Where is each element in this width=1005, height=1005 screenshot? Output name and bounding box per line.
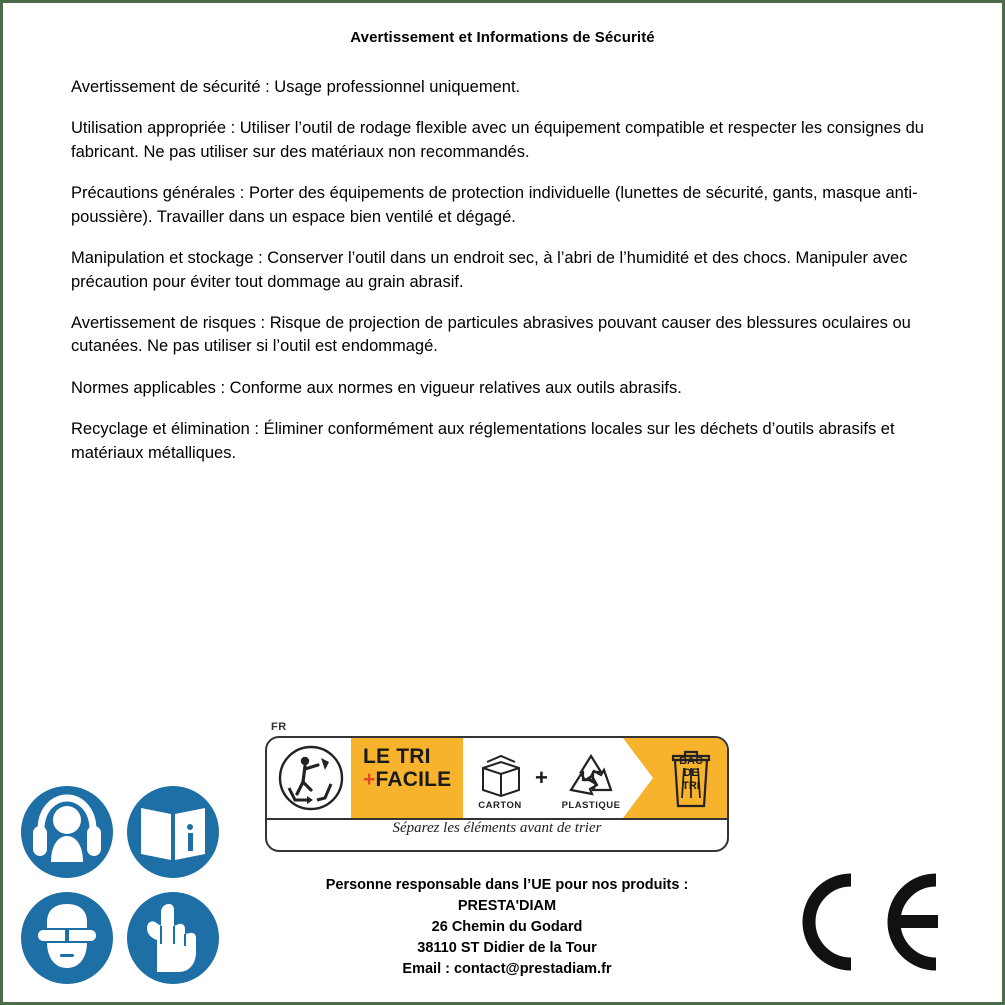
responsible-ue: UE <box>531 877 552 893</box>
bin-label <box>663 755 719 792</box>
responsible-lead-before: Personne responsable dans l’ <box>325 877 532 893</box>
eye-protection-icon <box>21 892 113 984</box>
paragraph: Utilisation appropriée : Utiliser l’outil de rodage flexible avec un équipement compatible et respecter les consignes du fabricant. Ne pas utiliser sur des matériaux non recommandés. <box>71 119 924 161</box>
ce-marking-icon <box>794 870 944 974</box>
pictogram-group <box>19 786 225 986</box>
recycling-label <box>265 721 727 849</box>
paragraph: Précautions générales : Porter des équipements de protection individuelle (lunettes de sécurité, gants, masque anti-poussière). Travailler dans un espace bien ventilé et dégagé. <box>71 184 918 226</box>
company-name: PRESTA'DIAM <box>457 898 557 915</box>
page-title: Avertissement et Informations de Sécurité <box>350 29 655 46</box>
bin-label-line1: BAC <box>679 755 703 767</box>
tri-slogan-small: Séparez les éléments avant de trier <box>392 820 602 836</box>
letri-plus: + <box>363 767 376 791</box>
letri-line2: FACILE <box>375 767 452 791</box>
letri-line1: LE TRI <box>363 745 431 768</box>
responsible-person-block <box>203 875 811 980</box>
address-line-2: 38110 ST Didier de la Tour <box>417 940 597 957</box>
paragraph: Normes applicables : Conforme aux normes en vigueur relatives aux outils abrasifs. <box>71 378 682 397</box>
paragraph: Manipulation et stockage : Conserver l’outil dans un endroit sec, à l’abri de l’humidité et des chocs. Manipuler avec précaution pour éviter tout dommage au grain abrasif. <box>71 249 908 291</box>
contact-email: Email : contact@prestadiam.fr <box>402 961 612 978</box>
safety-text-body <box>3 46 1002 465</box>
carton-label: CARTON <box>478 800 522 811</box>
triman-icon <box>273 744 349 814</box>
bin-label-line3: TRI <box>682 779 700 792</box>
plastic-recycle-icon <box>563 750 619 798</box>
plus-separator: + <box>535 765 548 790</box>
responsible-lead-after: pour nos produits : <box>551 877 689 893</box>
read-manual-icon <box>127 786 219 878</box>
paragraph: Avertissement de risques : Risque de projection de particules abrasives pouvant causer des blessures oculaires ou cutanées. Ne pas utiliser si l’outil est endommagé. <box>71 313 911 356</box>
paragraph: Recyclage et élimination : Éliminer conformément aux réglementations locales sur les déchets d’outils abrasifs et matériaux métalliques. <box>71 420 895 462</box>
plastique-label: PLASTIQUE <box>561 800 621 811</box>
tri-label-box <box>265 736 729 852</box>
tri-slogan-big <box>363 746 459 791</box>
address-line-1: 26 Chemin du Godard <box>431 919 583 936</box>
carton-box-icon <box>473 748 529 798</box>
bin-label-line2: DE <box>683 767 699 780</box>
country-code-label: FR <box>271 721 287 733</box>
ear-protection-icon <box>21 786 113 878</box>
paragraph: Avertissement de sécurité : Usage professionnel uniquement. <box>71 78 521 96</box>
tri-arrow-shape <box>623 738 653 818</box>
responsible-lead <box>203 875 811 896</box>
